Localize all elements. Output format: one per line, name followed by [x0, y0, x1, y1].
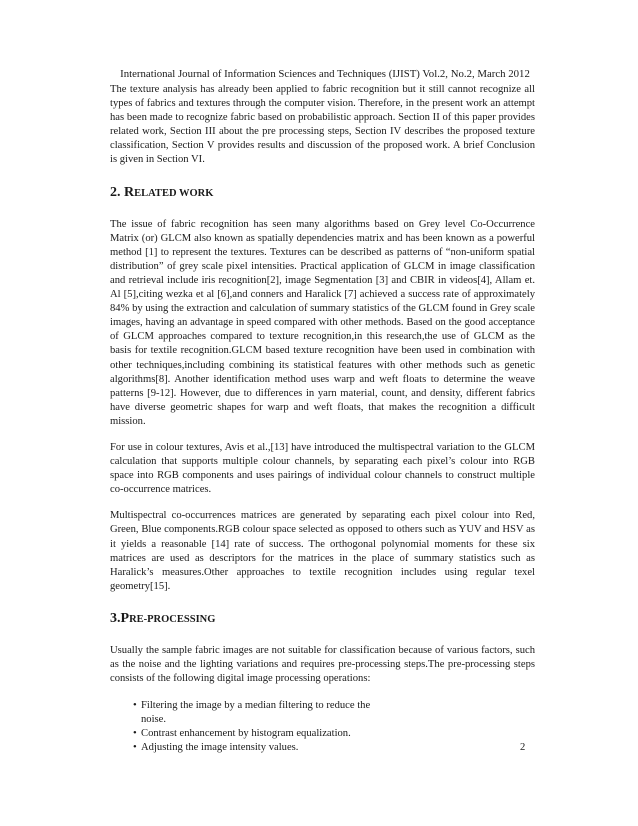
running-header: International Journal of Information Sciences and Techniques (IJIST) Vol.2, No.2, March 2012 [120, 68, 530, 80]
section-2-paragraph-2: For use in colour textures, Avis et al.,[13] have introduced the multispectral variation to the GLCM calculation that supports multiple colour channels, by separating each pixel’s colour into RGB space into RGB components and uses pairings of individual colour channels to construct multiple co-occurrence matrices. [110, 441, 535, 496]
list-item-text: Contrast enhancement by histogram equalization. [141, 728, 351, 740]
bullet-glyph: • [133, 728, 137, 740]
section-2-paragraph-3: Multispectral co-occurrences matrices are generated by separating each pixel colour into Red, Green, Blue components.RGB colour space selected as opposed to others such as YUV and HSV as it yields a reasonable [14] rate of success. The orthogonal polynomial moments for these six matrices are used as descriptors for the matrices in the place of summary statistics such as Haralick’s measures.Other approaches to textile recognition includes using regular texel geometry[15]. [110, 510, 535, 592]
section-3-heading [110, 611, 535, 628]
bullet-glyph: • [133, 742, 137, 754]
list-item [133, 699, 383, 727]
section-2-heading [110, 185, 535, 202]
list-item-text: Adjusting the image intensity values. [141, 742, 299, 754]
section-3-heading-rest: RE-PROCESSING [129, 613, 216, 625]
section-2-heading-rest: ELATED WORK [134, 187, 214, 199]
preprocessing-steps-list [110, 699, 383, 755]
section-2-heading-initial: 2. R [110, 184, 135, 200]
section-3-heading-initial: 3.P [110, 610, 130, 626]
list-item [133, 741, 383, 755]
page-number: 2 [520, 742, 526, 753]
intro-paragraph: The texture analysis has already been applied to fabric recognition but it still cannot recognize all types of fabrics and textures through the computer vision. Therefore, in the present work an attempt has been made to recognize fabric based on probabilistic approach. Section II of this paper provides related work, Section III about the pre processing steps, Section IV describes the proposed texture classification, Section V provides results and discussion of the proposed work. A brief Conclusion is given in Section VI. [110, 84, 535, 166]
page-body [110, 83, 535, 756]
list-item [133, 727, 383, 741]
bullet-glyph: • [133, 700, 137, 712]
section-3-paragraph: Usually the sample fabric images are not suitable for classification because of various factors, such as the noise and the lighting variations and requires pre-processing steps.The pre-processing steps consists of the following digital image processing operations: [110, 644, 535, 685]
section-2-paragraph-1: The issue of fabric recognition has seen many algorithms based on Grey level Co-Occurrence Matrix (or) GLCM also known as spatially dependencies matrix and has been known as a powerful method [1] to represent the textures. Textures can be described as patterns of “non-uniform spatial distribution” of grey scale pixel intensities. Practical application of GLCM in image classification and retrieval include iris recognition[2], image Segmentation [3] and CBIR in videos[4], Allam et. Al [5],citing wezka et al [6],and conners and Haralick [7] achieved a success rate of approximately 84% by using the extraction and calculation of summary statistics of the GLCM found in Grey scale images, having an advantage in speed compared with other methods. Based on the good acceptance of GLCM approaches compared to texture recognition,in this research,the use of GLCM as the basis for textile recognition.GLCM based texture recognition have been used in combination with other techniques,including combining its statistical features with other methods such as genetic algorithms[8]. Another identification method uses warp and weft floats to determine the weave patterns [9-12]. However, due to differences in yarn material, count, and density, different fabrics have diverse geometric shapes for warp and weft floats, that makes the recognition a difficult mission. [110, 218, 535, 427]
list-item-text: Filtering the image by a median filtering to reduce the noise. [141, 700, 371, 726]
